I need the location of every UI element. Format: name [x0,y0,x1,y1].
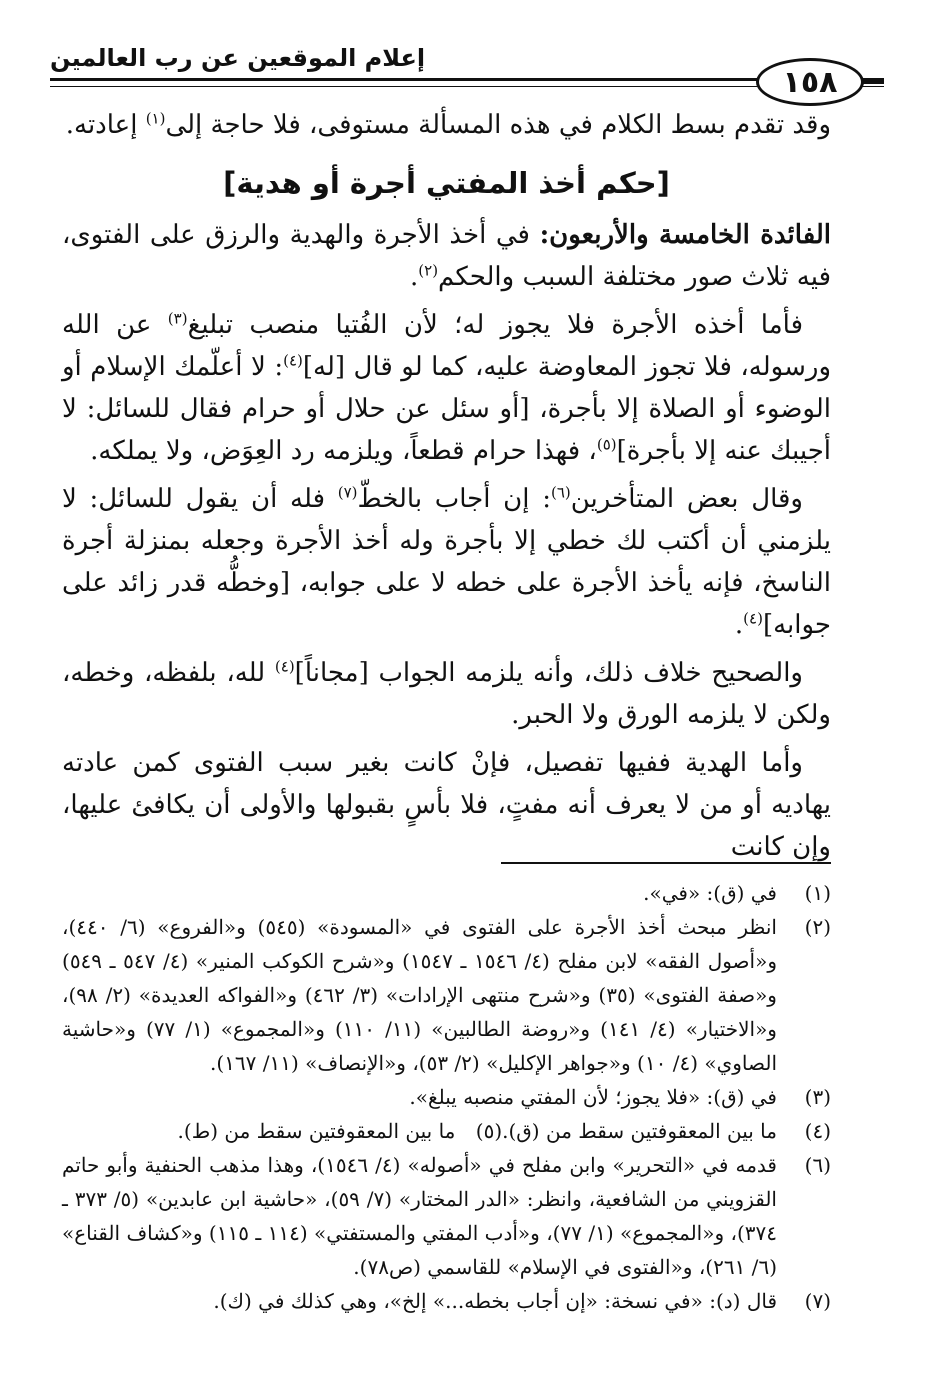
paragraph-gift: وأما الهدية ففيها تفصيل، فإنْ كانت بغير سبب الفتوى كمن عادته يهاديه أو من لا يعرف أنه مفتٍ، فلا بأسٍ بقبولها والأولى أن يكافئ عليها، وإن كانت [62,748,831,862]
footnote-ref: (٢) [418,261,439,280]
footnote-ref: (٧) [337,483,358,502]
footnote-separator [501,862,831,864]
footnotes [62,876,831,1318]
paragraph-benefit-45: الفائدة الخامسة والأربعون: في أخذ الأجرة والهدية والرزق على الفتوى، فيه ثلاث صور مختلفة السبب والحكم$^{(٢)}$. [62,220,831,292]
running-book-title: إعلام الموقعين عن رب العالمين [50,44,426,72]
main-text [62,104,831,868]
footnote-ref: (٤) [274,657,295,676]
paragraph-intro: وقد تقدم بسط الكلام في هذه المسألة مستوفى، فلا حاجة إلى$^{(١)}$ إعادته. [65,109,831,140]
paragraph-correct-view: والصحيح خلاف ذلك، وأنه يلزمه الجواب [مجاناً]$^{(٤)}$ لله، بلفظه، وخطه، ولكن لا يلزمه الورق ولا الحبر. [62,657,831,730]
footnote-ref: (١) [145,109,166,128]
paragraph-fee: فأما أخذه الأجرة فلا يجوز له؛ لأن الفُتيا منصب تبليغ$^{(٣)}$ عن الله ورسوله، فلا تجوز المعاوضة عليه، كما لو قال [له]$^{(٤)}$: لا أعلّمك الإسلام أو الوضوء أو الصلاة إلا بأجرة، [أو سئل عن حلال أو حرام فقال للسائل: لا أجيبك عنه إلا بأجرة]$^{(٥)}$، فهذا حرام قطعاً، ويلزمه رد العِوَض، ولا يملكه. [62,309,831,466]
benefit-label: الفائدة الخامسة والأربعون: [539,220,831,250]
footnote-ref: (٦) [550,483,571,502]
page-header [50,40,884,98]
footnote-ref: (٤) [283,351,303,370]
paragraph-later-scholars: وقال بعض المتأخرين$^{(٦)}$: إن أجاب بالخطّ$^{(٧)}$ فله أن يقول للسائل: لا يلزمني أن أكتب لك خطي إلا بأجرة وله أخذ الأجرة وجعله بمنزلة أجرة الناسخ، فإنه يأخذ الأجرة على خطه لا على جوابه، [وخطُّه قدر زائد على جوابه]$^{(٤)}$. [62,483,831,640]
footnote-ref: (٣) [167,309,188,328]
page-number: ١٥٨ [756,58,864,106]
footnote: (٧) قال (د): «في نسخة: «إن أجاب بخطه...» إلخ»، وهي كذلك في (ك). [213,1289,831,1313]
footnote-ref: (٥) [596,435,617,454]
footnote: (١) في (ق): «في». [643,881,831,905]
footnote-ref: (٤) [743,609,763,628]
footnote-inline-num: (٥) [475,1119,503,1143]
footnote: (٦) قدمه في «التحرير» وابن مفلح في «أصوله» (٤/ ١٥٤٦)، وهذا مذهب الحنفية وأبو حاتم القزويني من الشافعية، وانظر: «الدر المختار» (٧/ ٥٩)، «حاشية ابن عابدين» (٥/ ٣٧٣ ـ ٣٧٤)، و«المجموع» (١/ ٧٧)، و«أدب المفتي والمستفتي» (١١٤ ـ ١١٥) و«كشاف القناع» (٦/ ٢٦١)، و«الفتوى في الإسلام» للقاسمي (ص٧٨). [62,1153,831,1279]
footnote: (٢) انظر مبحث أخذ الأجرة على الفتوى في «المسودة» (٥٤٥) و«الفروع» (٦/ ٤٤٠)، و«أصول الفقه» لابن مفلح (٤/ ١٥٤٦ ـ ١٥٤٧) و«شرح الكوكب المنير» (٤/ ٥٤٧ ـ ٥٤٩) و«صفة الفتوى» (٣٥) و«شرح منتهى الإرادات» (٣/ ٤٦٢) و«الفواكه العديدة» (٢/ ٩٨)، و«الاختيار» (٤/ ١٤١) و«روضة الطالبين» (١١/ ١١٠) و«المجموع» (١/ ٧٧) و«حاشية الصاوي» (٤/ ١٠) و«جواهر الإكليل» (٢/ ٥٣)، و«الإنصاف» (١١/ ١٦٧). [62,915,831,1075]
footnote: (٣) في (ق): «فلا يجوز؛ لأن المفتي منصبه يبلغ». [409,1085,831,1109]
section-heading: [حكم أخذ المفتي أجرة أو هدية] [223,166,670,200]
footnote: (٤) ما بين المعقوفتين سقط من (ق).(٥) ما بين المعقوفتين سقط من (ط). [177,1119,831,1143]
